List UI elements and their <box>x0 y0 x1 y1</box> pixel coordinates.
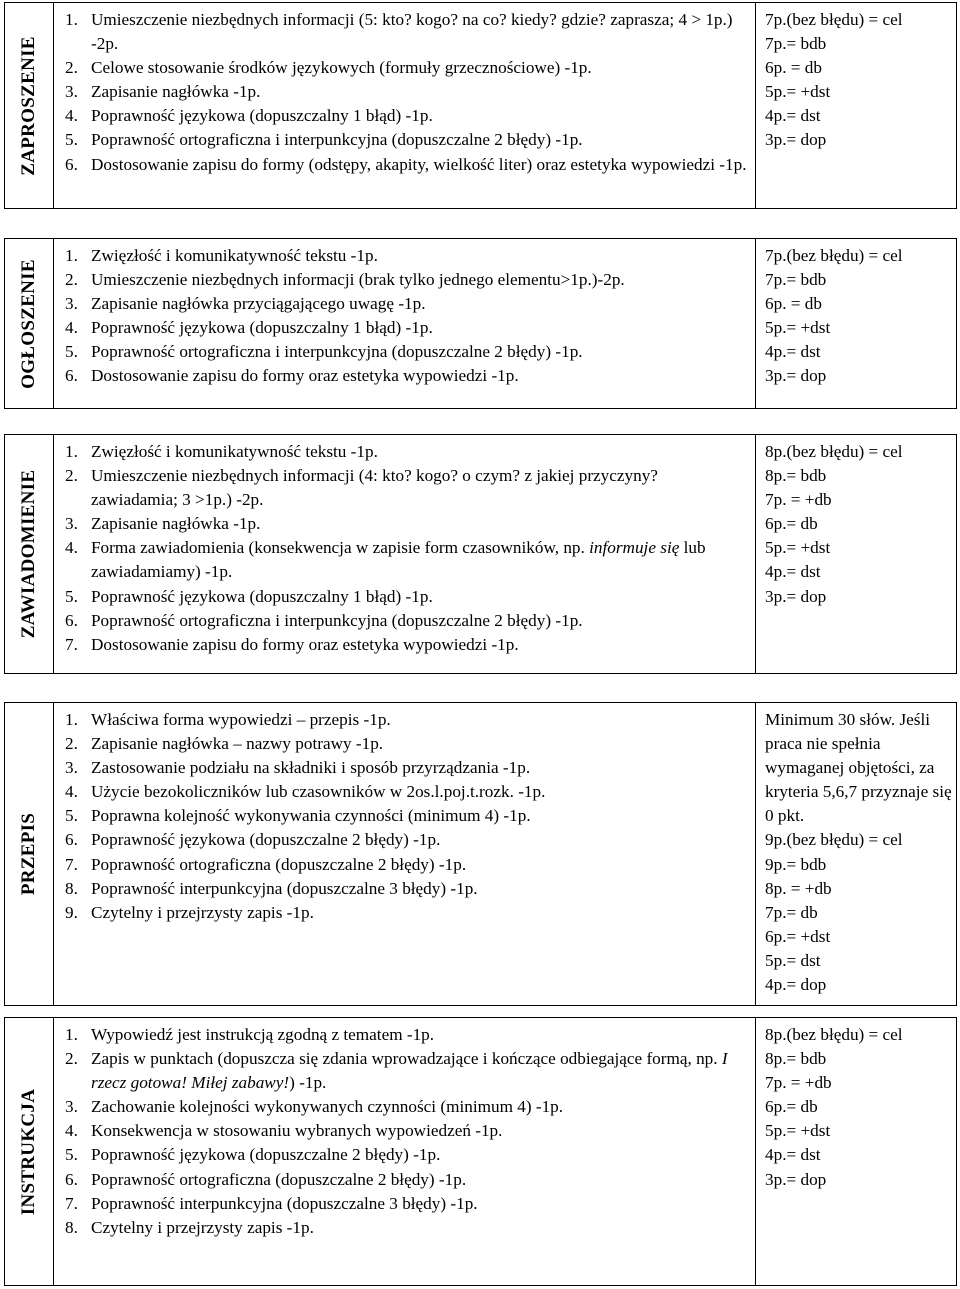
grade-line: 9p.= bdb <box>765 854 827 874</box>
grade-line: 4p.= dst <box>765 1145 821 1165</box>
criterion-number: 2. <box>65 734 78 754</box>
section-label-cell <box>5 703 54 1005</box>
criterion-example-italic: informuje się <box>589 538 680 558</box>
grade-line: 6p. = db <box>765 58 822 78</box>
grading-scale-cell <box>755 3 956 208</box>
criterion-number: 5. <box>65 586 78 606</box>
criteria-list <box>53 703 755 925</box>
section-label: INSTRUKCJA <box>18 1088 39 1215</box>
section-label: ZAWIADOMIENIE <box>18 469 39 639</box>
criterion-item <box>65 1023 755 1047</box>
criterion-item <box>65 56 755 80</box>
criterion-number: 4. <box>65 538 78 558</box>
criterion-text: Poprawność ortograficzna i interpunkcyjna (dopuszczalne 2 błędy) -1p. <box>91 342 583 362</box>
criteria-list <box>53 1018 755 1240</box>
criterion-item <box>65 1168 755 1192</box>
criterion-item <box>65 104 755 128</box>
grade-line: 7p. = +db <box>765 490 832 510</box>
criteria-cell <box>53 3 756 208</box>
section-label-cell <box>5 435 54 673</box>
grading-scale-cell <box>755 435 956 673</box>
criterion-text: Dostosowanie zapisu do formy oraz estetyka wypowiedzi -1p. <box>91 366 519 386</box>
criterion-text: Użycie bezokoliczników lub czasowników w 2os.l.poj.t.rozk. -1p. <box>91 782 546 802</box>
criterion-number: 5. <box>65 130 78 150</box>
criterion-text: Poprawność ortograficzna i interpunkcyjna (dopuszczalne 2 błędy) -1p. <box>91 130 583 150</box>
criterion-text: Poprawna kolejność wykonywania czynności (minimum 4) -1p. <box>91 806 531 826</box>
criterion-item <box>65 8 755 56</box>
grade-line: 6p.= db <box>765 514 818 534</box>
criterion-item <box>65 153 755 177</box>
criterion-item <box>65 1192 755 1216</box>
criterion-text: Poprawność ortograficzna i interpunkcyjna (dopuszczalne 2 błędy) -1p. <box>91 610 583 630</box>
grade-line: 4p.= dst <box>765 562 821 582</box>
criterion-number: 2. <box>65 466 78 486</box>
criterion-number: 6. <box>65 154 78 174</box>
grading-scale-cell <box>755 1018 956 1285</box>
grading-scale <box>755 703 956 997</box>
criterion-text-part: lub zawiadamiamy) -1p. <box>91 538 706 582</box>
criterion-number: 1. <box>65 246 78 265</box>
grading-scale <box>755 1018 956 1192</box>
section-label: PRZEPIS <box>18 812 39 896</box>
criterion-number: 3. <box>65 82 78 102</box>
criterion-number: 9. <box>65 902 78 922</box>
criterion-item <box>65 609 755 633</box>
criterion-text: Wypowiedź jest instrukcją zgodną z tematem -1p. <box>91 1025 435 1044</box>
grade-line: 8p.(bez błędu) = cel <box>765 1025 903 1044</box>
criterion-item <box>65 128 755 152</box>
grading-scale-cell <box>755 703 956 1005</box>
criterion-item <box>65 633 755 657</box>
criterion-text <box>91 1047 755 1095</box>
grade-line: 3p.= dop <box>765 366 827 386</box>
criterion-text: Dostosowanie zapisu do formy oraz estetyka wypowiedzi -1p. <box>91 634 519 654</box>
criterion-number: 8. <box>65 878 78 898</box>
criteria-cell <box>53 703 756 1005</box>
grade-line: 5p.= +dst <box>765 1121 831 1141</box>
criterion-number: 2. <box>65 58 78 78</box>
criterion-number: 4. <box>65 782 78 802</box>
grade-line: 7p.(bez błędu) = cel <box>765 10 903 29</box>
grade-line: 9p.(bez błędu) = cel <box>765 830 903 850</box>
criterion-number: 6. <box>65 830 78 850</box>
criteria-cell <box>53 1018 756 1285</box>
criterion-item <box>65 780 755 804</box>
criterion-text: Zastosowanie podziału na składniki i sposób przyrządzania -1p. <box>91 758 531 778</box>
criterion-number: 5. <box>65 806 78 826</box>
word-count-note: Minimum 30 słów. Jeśli praca nie spełnia wymaganej objętości, za kryteria 5,6,7 przyznaje się 0 pkt. <box>765 710 952 826</box>
grade-line: 8p.(bez błędu) = cel <box>765 442 903 461</box>
criterion-text: Zwięzłość i komunikatywność tekstu -1p. <box>91 246 378 265</box>
criterion-text: Poprawność interpunkcyjna (dopuszczalne 3 błędy) -1p. <box>91 878 478 898</box>
criterion-number: 2. <box>65 270 78 290</box>
criterion-item <box>65 316 755 340</box>
section-zawiadomienie <box>4 434 957 674</box>
criterion-text: Konsekwencja w stosowaniu wybranych wypowiedzeń -1p. <box>91 1121 503 1141</box>
criterion-number: 7. <box>65 634 78 654</box>
criterion-number: 4. <box>65 318 78 338</box>
section-przepis <box>4 702 957 1006</box>
criterion-item <box>65 364 755 388</box>
criterion-number: 5. <box>65 1145 78 1165</box>
criterion-item <box>65 1143 755 1167</box>
criterion-number: 1. <box>65 710 78 729</box>
criterion-text: Zapisanie nagłówka -1p. <box>91 82 261 102</box>
criterion-text: Dostosowanie zapisu do formy (odstępy, akapity, wielkość liter) oraz estetyka wypowiedzi -1p. <box>91 154 747 174</box>
criterion-text: Celowe stosowanie środków językowych (formuły grzecznościowe) -1p. <box>91 58 592 78</box>
section-label-cell <box>5 1018 54 1285</box>
grade-line: 5p.= +dst <box>765 318 831 338</box>
grade-line: 3p.= dop <box>765 1169 827 1189</box>
criterion-text: Właściwa forma wypowiedzi – przepis -1p. <box>91 710 391 729</box>
section-label: ZAPROSZENIE <box>18 35 39 176</box>
criterion-text: Umieszczenie niezbędnych informacji (5: kto? kogo? na co? kiedy? gdzie? zaprasza; 4 > 1p.) -2p. <box>91 10 733 54</box>
grade-line: 7p.= bdb <box>765 270 827 290</box>
criterion-item <box>65 732 755 756</box>
criterion-number: 3. <box>65 294 78 314</box>
grade-line: 4p.= dst <box>765 342 821 362</box>
criterion-number: 2. <box>65 1049 78 1069</box>
criterion-item <box>65 512 755 536</box>
criterion-number: 4. <box>65 106 78 126</box>
criterion-item <box>65 244 755 268</box>
criterion-item <box>65 901 755 925</box>
criterion-text: Poprawność ortograficzna (dopuszczalne 2 błędy) -1p. <box>91 854 467 874</box>
grade-line: 5p.= +dst <box>765 538 831 558</box>
grade-line: 7p.(bez błędu) = cel <box>765 246 903 265</box>
grade-line: 8p.= bdb <box>765 1049 827 1069</box>
grade-line: 4p.= dst <box>765 106 821 126</box>
grade-line: 7p. = +db <box>765 1073 832 1093</box>
section-zaproszenie <box>4 2 957 209</box>
criterion-item <box>65 853 755 877</box>
criterion-number: 8. <box>65 1217 78 1237</box>
grade-line: 8p. = +db <box>765 878 832 898</box>
criteria-list <box>53 435 755 657</box>
criterion-number: 4. <box>65 1121 78 1141</box>
grade-line: 8p.= bdb <box>765 466 827 486</box>
criterion-item <box>65 756 755 780</box>
criteria-cell <box>53 435 756 673</box>
criterion-item <box>65 1095 755 1119</box>
grading-scale <box>755 3 956 153</box>
criterion-text: Zapisanie nagłówka – nazwy potrawy -1p. <box>91 734 384 754</box>
criterion-text-part: ) -1p. <box>289 1073 327 1093</box>
criterion-item <box>65 1119 755 1143</box>
grade-line: 6p.= +dst <box>765 926 831 946</box>
criterion-text: Zapisanie nagłówka przyciągającego uwagę -1p. <box>91 294 426 314</box>
section-label-cell <box>5 239 54 408</box>
criterion-number: 7. <box>65 854 78 874</box>
criterion-text-part: Zapis w punktach (dopuszcza się zdania wprowadzające i kończące odbiegające formą, np. <box>91 1049 722 1069</box>
criterion-number: 6. <box>65 1169 78 1189</box>
criterion-number: 6. <box>65 610 78 630</box>
criterion-item <box>65 877 755 901</box>
criterion-item <box>65 1047 755 1095</box>
grade-line: 3p.= dop <box>765 586 827 606</box>
criterion-text: Poprawność językowa (dopuszczalny 1 błąd) -1p. <box>91 318 433 338</box>
criterion-text: Zachowanie kolejności wykonywanych czynności (minimum 4) -1p. <box>91 1097 564 1117</box>
criterion-text: Poprawność językowa (dopuszczalne 2 błędy) -1p. <box>91 830 441 850</box>
criterion-item <box>65 828 755 852</box>
criteria-cell <box>53 239 756 408</box>
criterion-item <box>65 340 755 364</box>
criterion-item <box>65 1216 755 1240</box>
criterion-number: 6. <box>65 366 78 386</box>
criterion-text: Zapisanie nagłówka -1p. <box>91 514 261 534</box>
criterion-item <box>65 804 755 828</box>
criterion-number: 3. <box>65 758 78 778</box>
grade-line: 7p.= bdb <box>765 34 827 54</box>
criterion-item <box>65 440 755 464</box>
grading-scale <box>755 239 956 389</box>
criterion-number: 3. <box>65 1097 78 1117</box>
grade-line: 4p.= dop <box>765 975 827 995</box>
criterion-item <box>65 464 755 512</box>
criterion-number: 1. <box>65 442 78 461</box>
section-label: OGŁOSZENIE <box>18 258 39 389</box>
criterion-item <box>65 292 755 316</box>
criterion-text: Poprawność ortograficzna (dopuszczalne 2 błędy) -1p. <box>91 1169 467 1189</box>
section-ogloszenie <box>4 238 957 409</box>
criterion-number: 3. <box>65 514 78 534</box>
criterion-text: Poprawność językowa (dopuszczalny 1 błąd) -1p. <box>91 586 433 606</box>
grading-scale <box>755 435 956 609</box>
criterion-item <box>65 268 755 292</box>
criterion-text: Zwięzłość i komunikatywność tekstu -1p. <box>91 442 378 461</box>
criterion-text: Czytelny i przejrzysty zapis -1p. <box>91 1217 314 1237</box>
criterion-text: Czytelny i przejrzysty zapis -1p. <box>91 902 314 922</box>
criterion-number: 7. <box>65 1193 78 1213</box>
criterion-text: Poprawność językowa (dopuszczalny 1 błąd) -1p. <box>91 106 433 126</box>
criterion-number: 5. <box>65 342 78 362</box>
grade-line: 5p.= +dst <box>765 82 831 102</box>
grading-scale-cell <box>755 239 956 408</box>
grade-line: 5p.= dst <box>765 950 821 970</box>
criteria-list <box>53 3 755 177</box>
section-label-cell <box>5 3 54 208</box>
criterion-example-italic: I rzecz gotowa! Miłej zabawy! <box>91 1049 728 1093</box>
criterion-text <box>91 536 755 584</box>
grade-line: 6p. = db <box>765 294 822 314</box>
criterion-text: Umieszczenie niezbędnych informacji (brak tylko jednego elementu>1p.)-2p. <box>91 270 625 290</box>
grade-line: 7p.= db <box>765 902 818 922</box>
criterion-text-part: Forma zawiadomienia (konsekwencja w zapisie form czasowników, np. <box>91 538 590 558</box>
criterion-item <box>65 585 755 609</box>
criterion-item <box>65 536 755 584</box>
criterion-text: Poprawność językowa (dopuszczalne 2 błędy) -1p. <box>91 1145 441 1165</box>
grade-line: 3p.= dop <box>765 130 827 150</box>
criterion-number: 1. <box>65 1025 78 1044</box>
grade-line: 6p.= db <box>765 1097 818 1117</box>
criterion-text: Poprawność interpunkcyjna (dopuszczalne 3 błędy) -1p. <box>91 1193 478 1213</box>
criterion-item <box>65 708 755 732</box>
criterion-item <box>65 80 755 104</box>
criterion-number: 1. <box>65 10 78 29</box>
section-instrukcja <box>4 1017 957 1286</box>
criterion-text: Umieszczenie niezbędnych informacji (4: kto? kogo? o czym? z jakiej przyczyny? zawiadamia; 3 >1p.) -2p. <box>91 466 658 510</box>
criteria-list <box>53 239 755 389</box>
